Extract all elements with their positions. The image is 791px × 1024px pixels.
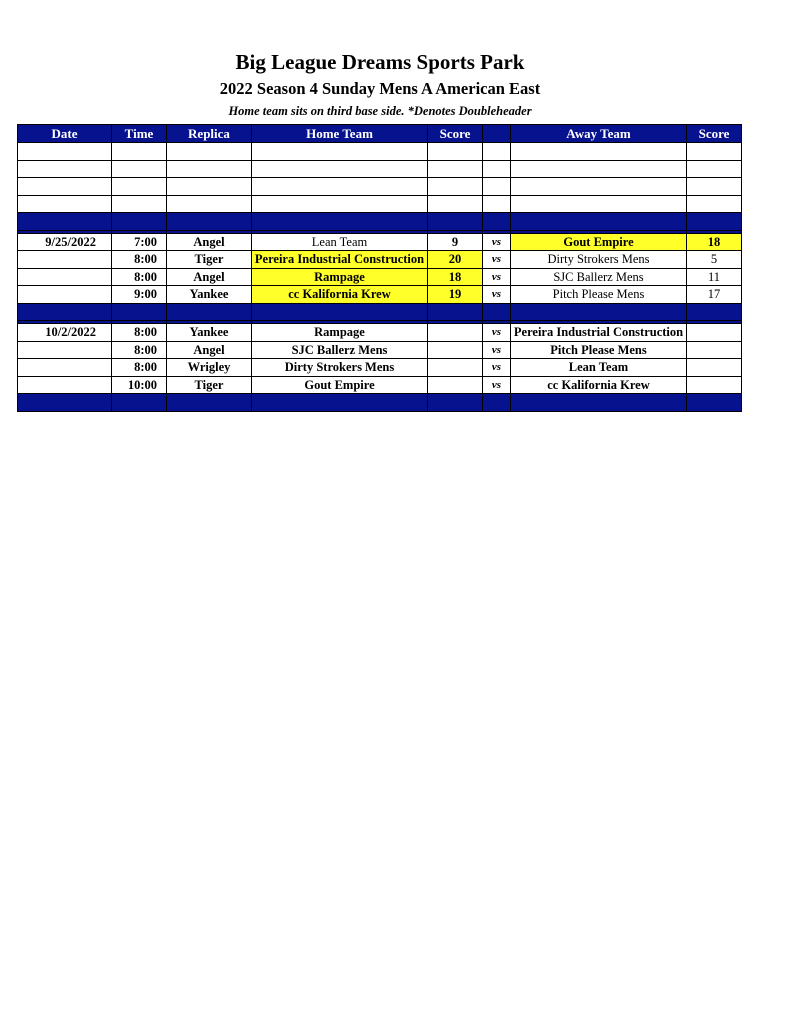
col-date: Date xyxy=(18,125,112,143)
table-row xyxy=(18,324,742,342)
empty-row xyxy=(18,178,742,196)
vs-label: vs xyxy=(483,251,511,269)
vs-label: vs xyxy=(483,286,511,304)
away-score: 17 xyxy=(687,286,742,304)
home-team: cc Kalifornia Krew xyxy=(252,286,428,304)
vs-label: vs xyxy=(483,233,511,251)
game-replica: Angel xyxy=(167,268,252,286)
game-time: 8:00 xyxy=(112,324,167,342)
home-team: SJC Ballerz Mens xyxy=(252,341,428,359)
home-score: 18 xyxy=(428,268,483,286)
away-team: Lean Team xyxy=(511,359,687,377)
col-time: Time xyxy=(112,125,167,143)
col-away-team: Away Team xyxy=(511,125,687,143)
game-date xyxy=(18,359,112,377)
vs-label: vs xyxy=(483,268,511,286)
home-team: Pereira Industrial Construction xyxy=(252,251,428,269)
game-time: 8:00 xyxy=(112,251,167,269)
game-date: 10/2/2022 xyxy=(18,324,112,342)
col-away-score: Score xyxy=(687,125,742,143)
away-team: Pitch Please Mens xyxy=(511,341,687,359)
table-row xyxy=(18,268,742,286)
game-time: 9:00 xyxy=(112,286,167,304)
home-team: Gout Empire xyxy=(252,376,428,394)
table-row xyxy=(18,376,742,394)
game-date xyxy=(18,286,112,304)
away-score: 5 xyxy=(687,251,742,269)
game-date xyxy=(18,341,112,359)
page-note: Home team sits on third base side. *Denotes Doubleheader xyxy=(228,104,532,118)
game-time: 8:00 xyxy=(112,268,167,286)
table-row xyxy=(18,359,742,377)
home-score xyxy=(428,376,483,394)
table-row xyxy=(18,233,742,251)
away-score xyxy=(687,359,742,377)
page-subtitle: 2022 Season 4 Sunday Mens A American East xyxy=(219,79,541,98)
schedule-table xyxy=(17,124,742,412)
table-header-row xyxy=(18,125,742,143)
home-score: 19 xyxy=(428,286,483,304)
game-replica: Tiger xyxy=(167,376,252,394)
game-date xyxy=(18,268,112,286)
col-replica: Replica xyxy=(167,125,252,143)
home-team: Rampage xyxy=(252,268,428,286)
vs-label: vs xyxy=(483,341,511,359)
home-score: 20 xyxy=(428,251,483,269)
empty-row xyxy=(18,160,742,178)
home-score xyxy=(428,341,483,359)
separator-row xyxy=(18,213,742,231)
away-team: Gout Empire xyxy=(511,233,687,251)
game-replica: Yankee xyxy=(167,286,252,304)
home-team: Rampage xyxy=(252,324,428,342)
away-team: cc Kalifornia Krew xyxy=(511,376,687,394)
game-replica: Yankee xyxy=(167,324,252,342)
separator-row xyxy=(18,394,742,412)
game-date xyxy=(18,251,112,269)
game-time: 8:00 xyxy=(112,359,167,377)
game-replica: Angel xyxy=(167,341,252,359)
away-score: 11 xyxy=(687,268,742,286)
away-score xyxy=(687,341,742,359)
col-home-score: Score xyxy=(428,125,483,143)
home-team: Lean Team xyxy=(252,233,428,251)
away-score xyxy=(687,376,742,394)
vs-label: vs xyxy=(483,324,511,342)
table-row xyxy=(18,341,742,359)
empty-row xyxy=(18,143,742,161)
empty-row xyxy=(18,195,742,213)
col-home-team: Home Team xyxy=(252,125,428,143)
away-team: SJC Ballerz Mens xyxy=(511,268,687,286)
game-time: 7:00 xyxy=(112,233,167,251)
game-time: 8:00 xyxy=(112,341,167,359)
page-title: Big League Dreams Sports Park xyxy=(235,50,525,74)
away-team: Pitch Please Mens xyxy=(511,286,687,304)
away-score xyxy=(687,324,742,342)
vs-label: vs xyxy=(483,359,511,377)
vs-label: vs xyxy=(483,376,511,394)
game-time: 10:00 xyxy=(112,376,167,394)
home-score xyxy=(428,324,483,342)
table-row xyxy=(18,251,742,269)
game-date: 9/25/2022 xyxy=(18,233,112,251)
separator-row xyxy=(18,303,742,321)
table-row xyxy=(18,286,742,304)
home-score: 9 xyxy=(428,233,483,251)
away-team: Dirty Strokers Mens xyxy=(511,251,687,269)
away-team: Pereira Industrial Construction xyxy=(511,324,687,342)
home-score xyxy=(428,359,483,377)
col-vs xyxy=(483,125,511,143)
game-replica: Tiger xyxy=(167,251,252,269)
game-date xyxy=(18,376,112,394)
game-replica: Angel xyxy=(167,233,252,251)
game-replica: Wrigley xyxy=(167,359,252,377)
home-team: Dirty Strokers Mens xyxy=(252,359,428,377)
away-score: 18 xyxy=(687,233,742,251)
